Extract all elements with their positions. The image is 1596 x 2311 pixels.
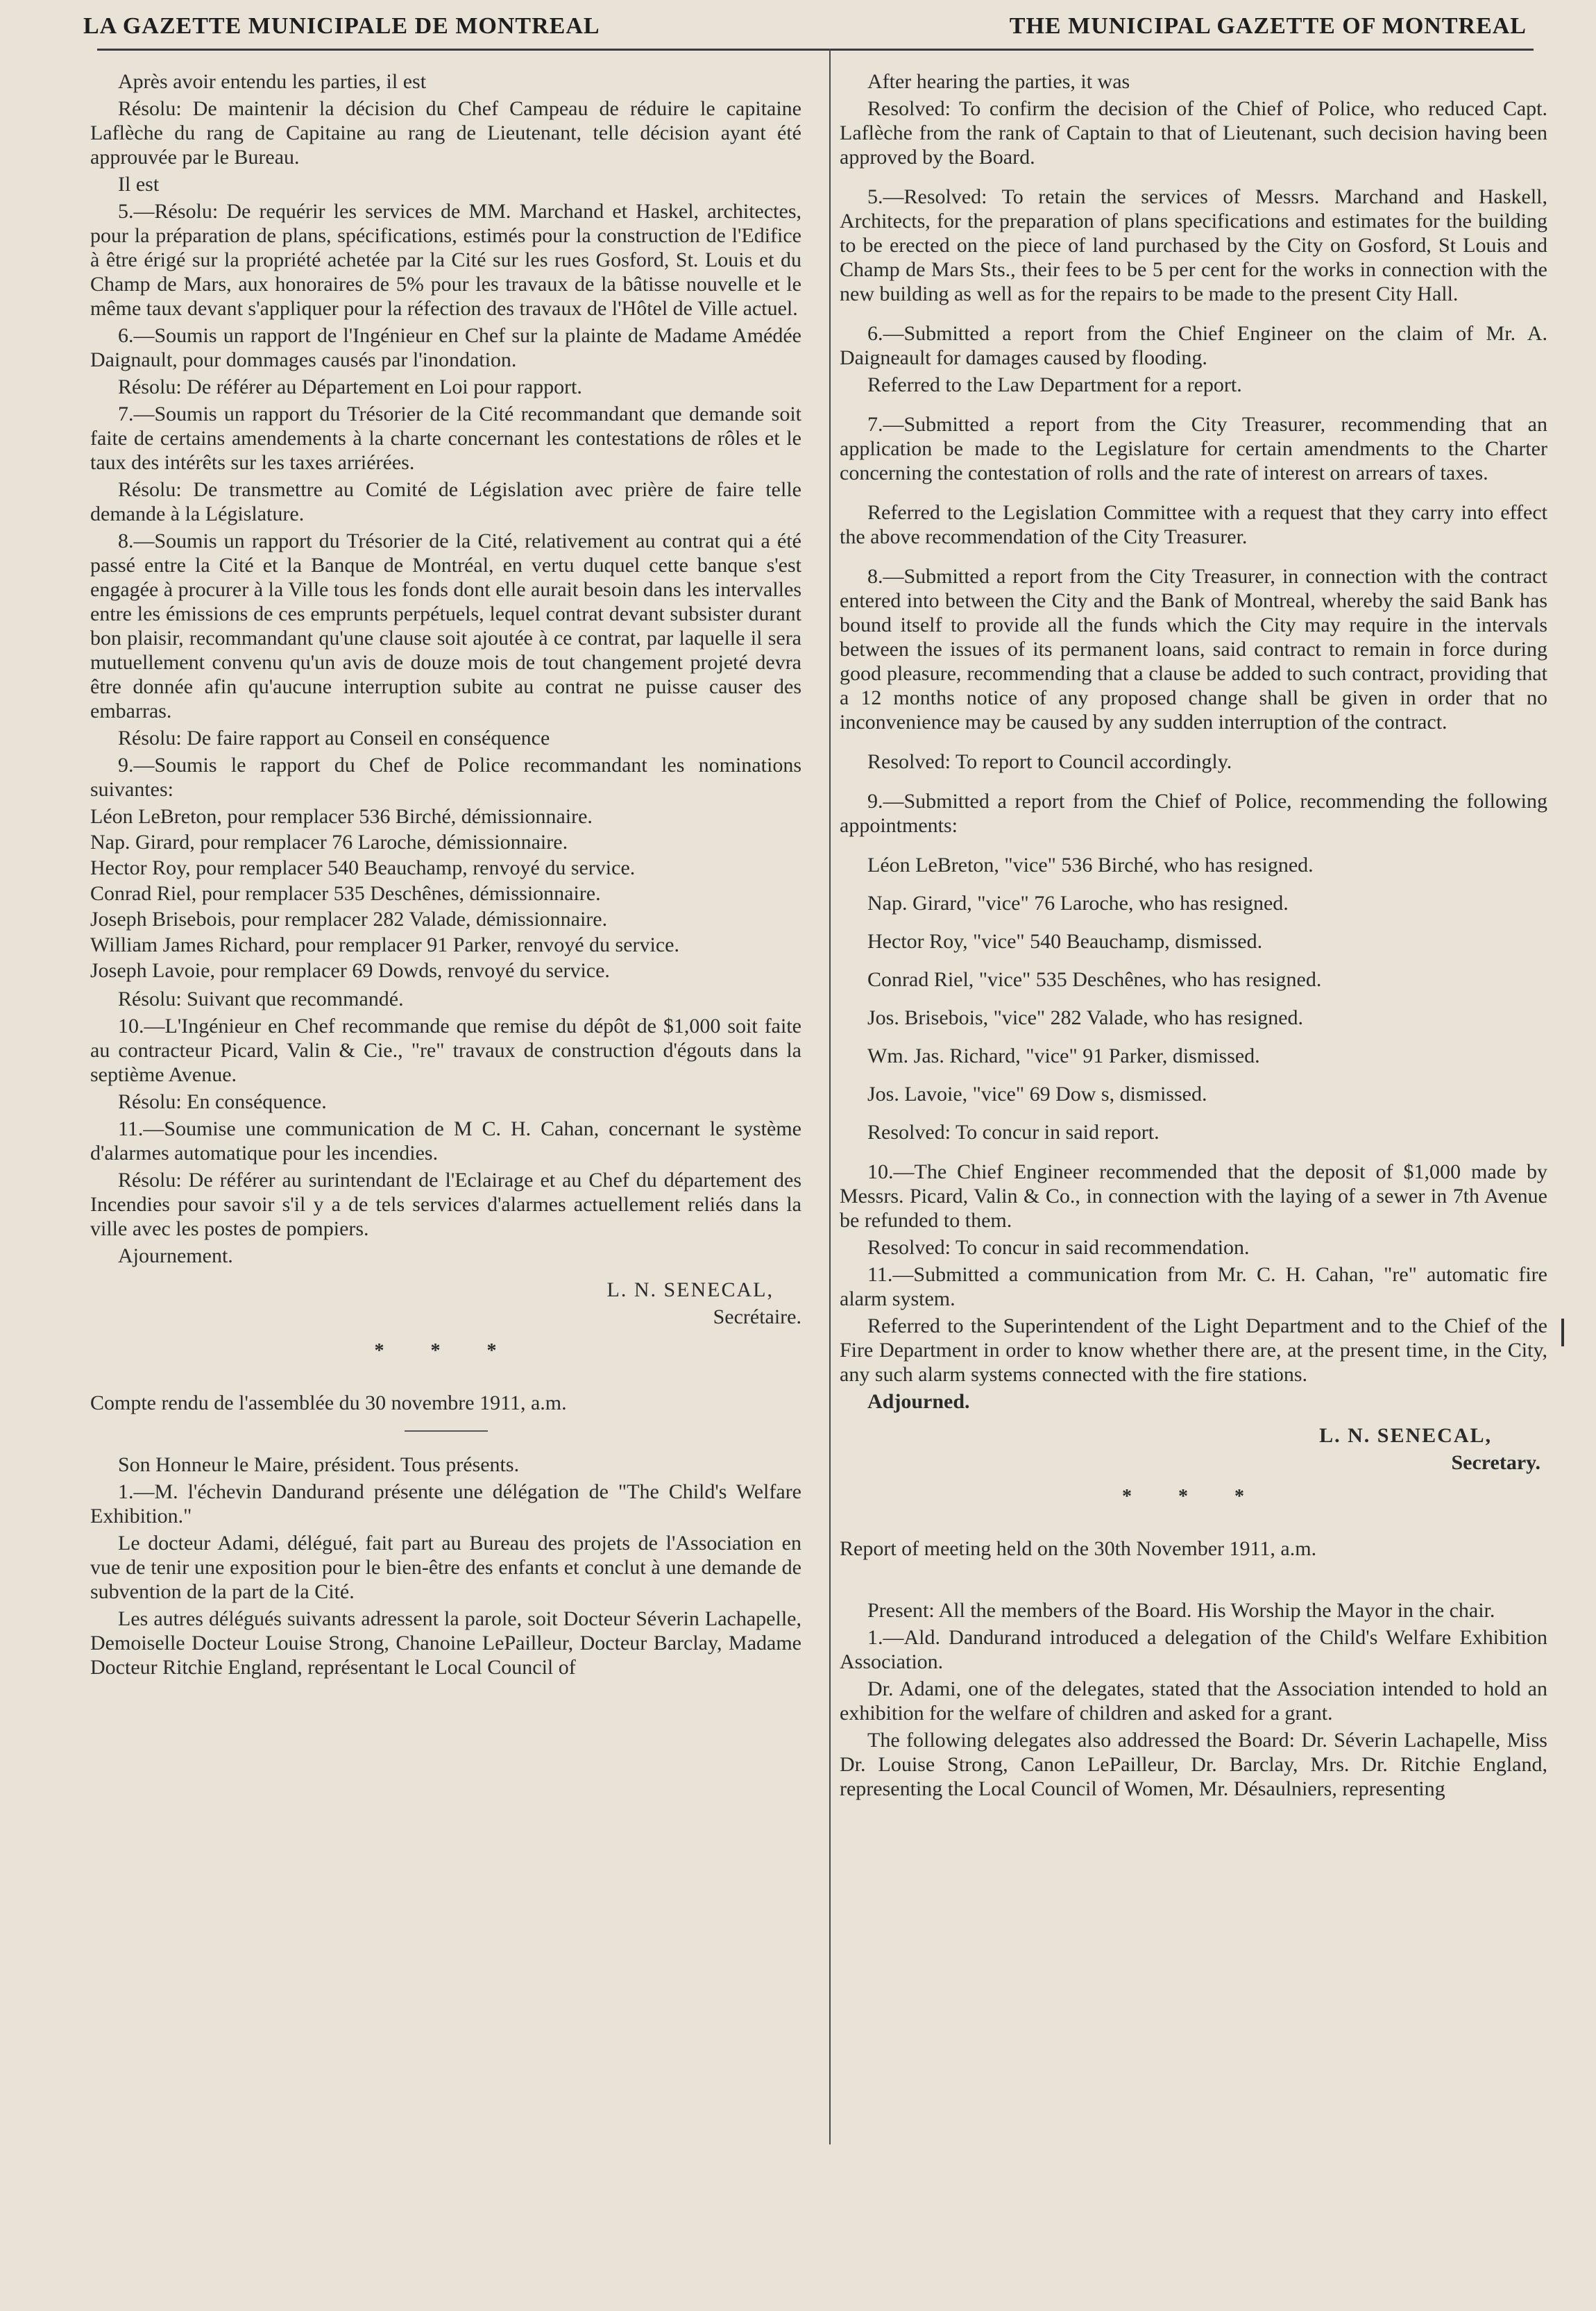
fr-item-6: 6.—Soumis un rapport de l'Ingénieur en Chef sur la plainte de Madame Amédée Daignault, pour dommages causés par l'inondation. (90, 324, 801, 371)
fr-adami: Le docteur Adami, délégué, fait part au Bureau des projets de l'Association en vue de tenir une exposition pour le bien-être des enfants et conclut à une demande de subvention de la part de la Cité. (90, 1532, 801, 1603)
fr-item-6-resolution: Résolu: De référer au Département en Loi pour rapport. (118, 375, 582, 398)
en-item-7: 7.—Submitted a report from the City Treasurer, recommending that an application be made to the Legislature for certain amendments to the Charter concerning the contestation of rolls and the rate of interest on arrears of taxes. (840, 413, 1547, 484)
en-adjourned: Adjourned. (867, 1390, 970, 1413)
en-item-11: 11.—Submitted a communication from Mr. C. H. Cahan, "re" automatic fire alarm system. (840, 1263, 1547, 1310)
en-item-6-resolution: Referred to the Law Department for a report. (867, 373, 1242, 396)
en-item-10-resolution: Resolved: To concur in said recommendation. (867, 1236, 1250, 1259)
en-item-1: 1.—Ald. Dandurand introduced a delegation of the Child's Welfare Exhibition Association. (840, 1626, 1547, 1673)
fr-item-8-resolution: Résolu: De faire rapport au Conseil en conséquence (118, 727, 550, 750)
list-item: Conrad Riel, pour remplacer 535 Deschênes, démissionnaire. (90, 882, 601, 905)
en-resolution-captain: Resolved: To confirm the decision of the Chief of Police, who reduced Capt. Laflèche from the rank of Captain to that of Lieutenant, such decision having been approved by the Board. (840, 97, 1547, 169)
en-item-6: 6.—Submitted a report from the Chief Engineer on the claim of Mr. A. Daigneault for damages caused by flooding. (840, 322, 1547, 369)
en-item-7-resolution: Referred to the Legislation Committee with a request that they carry into effect the above recommendation of the City Treasurer. (840, 501, 1547, 548)
fr-adjourned: Ajournement. (118, 1244, 233, 1267)
en-appointments-list (840, 853, 1547, 1106)
fr-report-title: Compte rendu de l'assemblée du 30 novembre 1911, a.m. (90, 1391, 567, 1414)
fr-signature-title: Secrétaire. (713, 1305, 801, 1328)
header-left-title: LA GAZETTE MUNICIPALE DE MONTREAL (83, 13, 600, 39)
fr-item-11: 11.—Soumise une communication de M C. H. Cahan, concernant le système d'alarmes automatique pour les incendies. (90, 1117, 801, 1165)
en-item-9: 9.—Submitted a report from the Chief of Police, recommending the following appointments: (840, 790, 1547, 837)
en-item-10: 10.—The Chief Engineer recommended that the deposit of $1,000 made by Messrs. Picard, Valin & Co., in connection with the laying of a sewer in 7th Avenue be refunded to them. (840, 1160, 1547, 1232)
running-head (83, 6, 1527, 47)
column-divider (829, 49, 831, 2144)
fr-short-rule (405, 1430, 488, 1432)
en-signature-name: L. N. SENECAL, (1319, 1424, 1492, 1447)
fr-item-5: 5.—Résolu: De requérir les services de MM. Marchand et Haskel, architectes, pour la préparation de plans, spécifications, estimés pour la construction de l'Edifice à être érigé sur la propriété achetée par la Cité sur les rues Gosford, St. Louis et du Champ de Mars, aux honoraires de 5% pour les travaux de la bâtisse nouvelle et le même taux devant s'appliquer pour la réfection des travaux de l'Hôtel de Ville actuel. (90, 200, 801, 320)
en-adami: Dr. Adami, one of the delegates, stated that the Association intended to hold an exhibition for the welfare of children and asked for a grant. (840, 1677, 1547, 1725)
en-signature-title: Secretary. (1451, 1451, 1540, 1474)
header-rule (97, 49, 1534, 51)
fr-appointments-list (90, 804, 801, 983)
list-item: Joseph Lavoie, pour remplacer 69 Dowds, renvoyé du service. (90, 959, 610, 982)
list-item: Conrad Riel, "vice" 535 Deschênes, who has resigned. (867, 968, 1322, 991)
fr-il-est: Il est (118, 173, 160, 196)
french-column (90, 69, 801, 1682)
en-other-delegates: The following delegates also addressed the Board: Dr. Séverin Lachapelle, Miss Dr. Louise Strong, Canon LePailleur, Dr. Barclay, Mrs. Dr. Ritchie England, representing the Local Council of Women, Mr. Désaulniers, representing (840, 1729, 1547, 1800)
list-item: Hector Roy, pour remplacer 540 Beauchamp, renvoyé du service. (90, 856, 636, 879)
en-present: Present: All the members of the Board. His Worship the Mayor in the chair. (867, 1599, 1495, 1622)
en-item-8-resolution: Resolved: To report to Council accordingly. (867, 750, 1232, 773)
en-item-5: 5.—Resolved: To retain the services of Messrs. Marchand and Haskell, Architects, for the preparation of plans specifications and estimates for the building to be erected on the piece of land purchased by the City on Gosford, St Louis and Champ de Mars Sts., their fees to be 5 per cent for the works in connection with the new building as well as for the repairs to be made to the present City Hall. (840, 185, 1547, 305)
list-item: Léon LeBreton, "vice" 536 Birché, who has resigned. (867, 854, 1314, 877)
en-item-8: 8.—Submitted a report from the City Treasurer, in connection with the contract entered into between the City and the Bank of Montreal, whereby the said Bank has bound itself to provide all the funds which the City may require in the intervals between the issues of its permanent loans, said contract to remain in force during good pleasure, recommending that a clause be added to such contract, providing that a 12 months notice of any proposed change shall be given in order that no inconvenience may be caused by any sudden interruption of the contract. (840, 565, 1547, 734)
fr-item-1: 1.—M. l'échevin Dandurand présente une délégation de "The Child's Welfare Exhibition." (90, 1480, 801, 1527)
list-item: Jos. Lavoie, "vice" 69 Dow s, dismissed. (867, 1083, 1207, 1106)
list-item: Nap. Girard, "vice" 76 Laroche, who has resigned. (867, 892, 1289, 915)
header-right-title: THE MUNICIPAL GAZETTE OF MONTREAL (1009, 13, 1527, 39)
fr-item-10-resolution: Résolu: En conséquence. (118, 1090, 327, 1113)
en-item-11-resolution: Referred to the Superintendent of the Light Department and to the Chief of the Fire Department in order to know whether there are, at the present time, in the City, any such alarm systems connected with the fire stations. (840, 1314, 1547, 1386)
list-item: Joseph Brisebois, pour remplacer 282 Valade, démissionnaire. (90, 908, 608, 931)
en-item-9-resolution: Resolved: To concur in said report. (867, 1121, 1160, 1144)
fr-heard: Après avoir entendu les parties, il est (118, 70, 427, 93)
fr-item-7-resolution: Résolu: De transmettre au Comité de Législation avec prière de faire telle demande à la Législature. (90, 478, 801, 525)
fr-resolution-campeau: Résolu: De maintenir la décision du Chef Campeau de réduire le capitaine Laflèche du rang de Capitaine au rang de Lieutenant, telle décision ayant été approuvée par le Bureau. (90, 97, 801, 169)
fr-item-9: 9.—Soumis le rapport du Chef de Police recommandant les nominations suivantes: (90, 754, 801, 801)
fr-other-delegates: Les autres délégués suivants adressent la parole, soit Docteur Séverin Lachapelle, Demoiselle Docteur Louise Strong, Chanoine LePailleur, Docteur Barclay, Madame Docteur Ritchie England, représentant le Local Council of (90, 1607, 801, 1679)
fr-section-separator: * * * (374, 1340, 518, 1362)
list-item: Léon LeBreton, pour remplacer 536 Birché, démissionnaire. (90, 805, 593, 828)
en-section-separator: * * * (1122, 1486, 1265, 1507)
fr-item-9-resolution: Résolu: Suivant que recommandé. (118, 988, 404, 1010)
fr-item-7: 7.—Soumis un rapport du Trésorier de la Cité recommandant que demande soit faite de certains amendements à la charte concernant les contestations de rôles et le taux des intérêts sur les taxes arriérées. (90, 403, 801, 474)
en-report-title: Report of meeting held on the 30th November 1911, a.m. (840, 1537, 1317, 1560)
fr-item-11-resolution: Résolu: De référer au surintendant de l'Eclairage et au Chef du département des Incendies pour savoir s'il y a de tels services d'alarmes actuellement reliés dans la ville avec les postes de pompiers. (90, 1169, 801, 1240)
margin-bracket-mark (1561, 1319, 1592, 1346)
fr-signature-name: L. N. SENECAL, (606, 1278, 774, 1301)
list-item: Wm. Jas. Richard, "vice" 91 Parker, dismissed. (867, 1044, 1260, 1067)
english-column (840, 69, 1547, 1804)
list-item: Jos. Brisebois, "vice" 282 Valade, who has resigned. (867, 1006, 1304, 1029)
list-item: Nap. Girard, pour remplacer 76 Laroche, démissionnaire. (90, 831, 568, 854)
fr-item-8: 8.—Soumis un rapport du Trésorier de la Cité, relativement au contrat qui a été passé entre la Cité et la Banque de Montréal, en vertu duquel cette banque s'est engagée à procurer à la Ville tous les fonds dont elle aurait besoin dans les intervalles entre les émissions de ces emprunts perpétuels, lequel contrat devant subsister durant bon plaisir, recommandant qu'une clause soit ajoutée à ce contrat, par laquelle il sera mutuellement convenu qu'un avis de douze mois de tout changement projeté devra être donnée afin qu'aucune interruption subite au contrat ne puisse causer des embarras. (90, 530, 801, 722)
fr-item-10: 10.—L'Ingénieur en Chef recommande que remise du dépôt de $1,000 soit faite au contracteur Picard, Valin & Cie., "re" travaux de construction d'égouts dans la septième Avenue. (90, 1015, 801, 1086)
fr-present: Son Honneur le Maire, président. Tous présents. (118, 1453, 520, 1476)
list-item: William James Richard, pour remplacer 91 Parker, renvoyé du service. (90, 933, 679, 956)
en-heard: After hearing the parties, it was (867, 70, 1130, 93)
list-item: Hector Roy, "vice" 540 Beauchamp, dismissed. (867, 930, 1263, 953)
